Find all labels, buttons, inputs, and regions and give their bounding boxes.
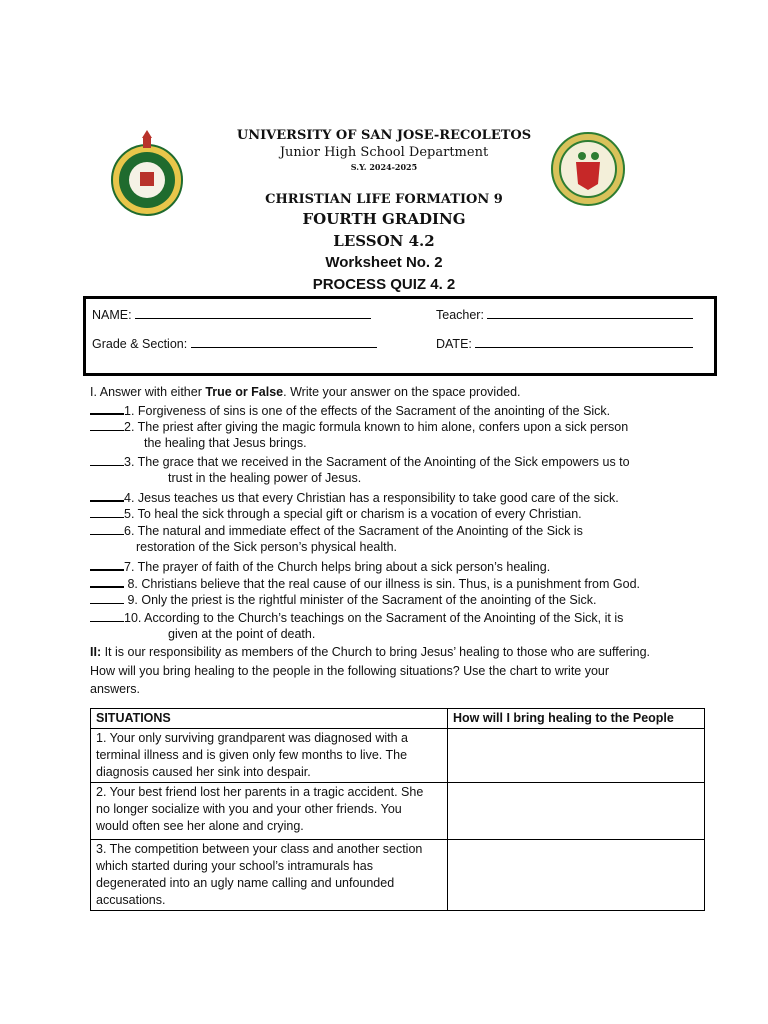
grade-section-field[interactable]: [92, 335, 377, 351]
tf-item-3-cont: trust in the healing power of Jesus.: [168, 471, 362, 485]
table-header-row: [91, 709, 705, 729]
grading-title: FOURTH GRADING: [302, 210, 466, 228]
tf-item-2-cont: the healing that Jesus brings.: [144, 436, 307, 450]
tf-item-4: 4. Jesus teaches us that every Christian has a responsibility to take good care of the sick.: [90, 488, 619, 507]
tf-item-1: 1. Forgiveness of sins is one of the effects of the Sacrament of the anointing of the Sick.: [90, 401, 610, 420]
answer-blank[interactable]: [90, 591, 124, 604]
answer-cell[interactable]: [448, 783, 705, 840]
part1-instruction: I. Answer with either True or False. Write your answer on the space provided.: [90, 385, 521, 399]
situations-header: SITUATIONS: [91, 709, 448, 729]
name-line[interactable]: [135, 306, 371, 319]
table-row: [91, 783, 705, 840]
department-name: Junior High School Department: [279, 145, 489, 160]
answer-cell[interactable]: [448, 729, 705, 783]
table-row: [91, 840, 705, 911]
tf-item-10: 10. According to the Church’s teachings on the Sacrament of the Anointing of the Sick, it is: [90, 609, 623, 627]
answer-blank[interactable]: [90, 401, 124, 415]
answer-blank[interactable]: [90, 505, 124, 518]
grade-section-label: Grade & Section:: [92, 337, 188, 351]
tf-item-5: 5. To heal the sick through a special gift or charism is a vocation of every Christian.: [90, 505, 582, 523]
date-field[interactable]: [436, 335, 693, 351]
date-label: DATE:: [436, 337, 472, 351]
answer-blank[interactable]: [90, 418, 124, 431]
tf-item-10-cont: given at the point of death.: [168, 627, 316, 641]
tf-item-9: 9. Only the priest is the rightful minister of the Sacrament of the anointing of the Sick.: [90, 591, 596, 609]
situation-cell: 1. Your only surviving grandparent was diagnosed with a terminal illness and is given only few months to live. The diagnosis caused her sink into despair.: [91, 729, 448, 783]
tf-item-6-cont: restoration of the Sick person’s physical health.: [136, 540, 398, 554]
healing-header: How will I bring healing to the People: [448, 709, 705, 729]
answer-blank[interactable]: [90, 453, 124, 466]
table-row: [91, 729, 705, 783]
university-name: UNIVERSITY OF SAN JOSE-RECOLETOS: [236, 128, 532, 143]
part2-instruction-1: II: It is our responsibility as members of the Church to bring Jesus’ healing to those who are suffering.: [90, 645, 650, 659]
part2-instruction-2: How will you bring healing to the people in the following situations? Use the chart to write your: [90, 664, 610, 678]
teacher-line[interactable]: [487, 306, 693, 319]
lesson-title: LESSON 4.2: [333, 232, 435, 250]
situations-table: [90, 708, 705, 911]
answer-blank[interactable]: [90, 574, 124, 588]
name-field[interactable]: [92, 306, 371, 322]
teacher-label: Teacher:: [436, 308, 484, 322]
answer-blank[interactable]: [90, 609, 124, 622]
answer-cell[interactable]: [448, 840, 705, 911]
grade-section-line[interactable]: [191, 335, 377, 348]
situation-cell: 3. The competition between your class and another section which started during your school’s intramurals has degenerated into an ugly name calling and unfounded accusations.: [91, 840, 448, 911]
subject-title: CHRISTIAN LIFE FORMATION 9: [265, 192, 503, 207]
part2-instruction-3: answers.: [90, 682, 141, 696]
quiz-title: PROCESS QUIZ 4. 2: [312, 276, 456, 293]
answer-blank[interactable]: [90, 557, 124, 571]
tf-item-3: 3. The grace that we received in the Sacrament of the Anointing of the Sick empowers us to: [90, 453, 630, 471]
student-info-box: [83, 296, 717, 376]
tf-item-8: 8. Christians believe that the real cause of our illness is sin. Thus, is a punishment from God.: [90, 574, 640, 593]
tf-item-2: 2. The priest after giving the magic formula known to him alone, confers upon a sick person: [90, 418, 628, 436]
answer-blank[interactable]: [90, 488, 124, 502]
worksheet-title: Worksheet No. 2: [325, 254, 443, 271]
answer-blank[interactable]: [90, 522, 124, 535]
school-year: S.Y. 2024-2025: [350, 162, 418, 172]
tf-item-6: 6. The natural and immediate effect of the Sacrament of the Anointing of the Sick is: [90, 522, 583, 540]
date-line[interactable]: [475, 335, 693, 348]
name-label: NAME:: [92, 308, 132, 322]
situation-cell: 2. Your best friend lost her parents in a tragic accident. She no longer socialize with you and your other friends. You would often see her alone and crying.: [91, 783, 448, 840]
tf-item-7: 7. The prayer of faith of the Church helps bring about a sick person’s healing.: [90, 557, 550, 576]
teacher-field[interactable]: [436, 306, 693, 322]
